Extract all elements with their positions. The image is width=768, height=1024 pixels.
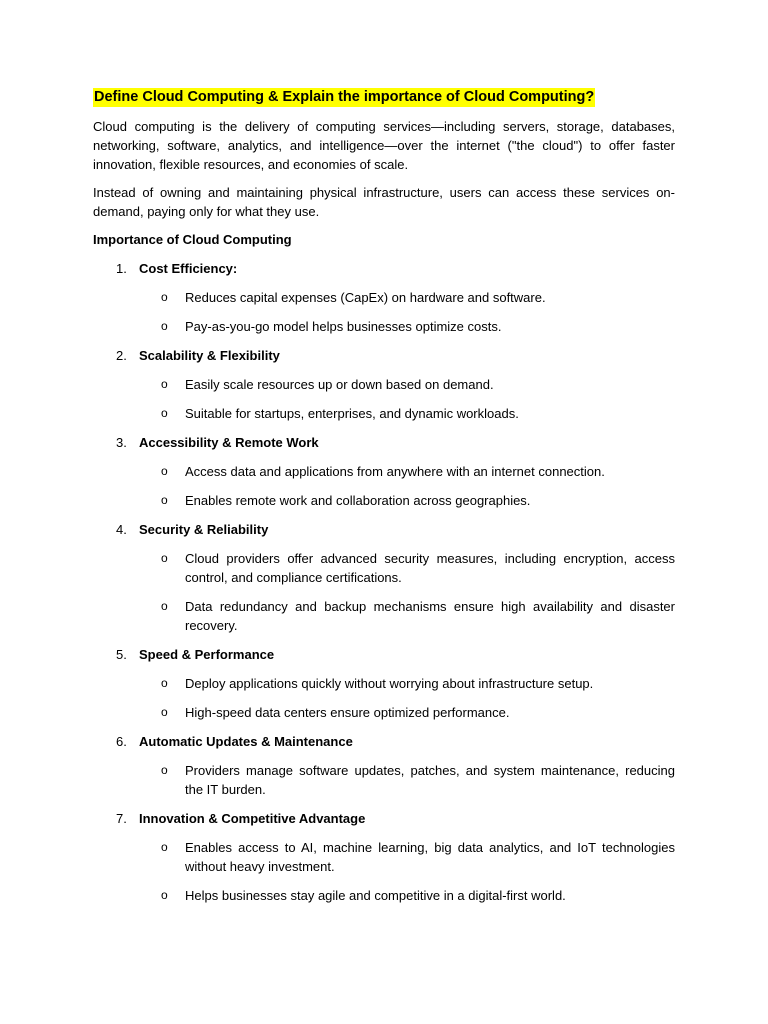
circle-bullet-icon: o xyxy=(161,676,168,690)
sub-list-item xyxy=(93,491,675,510)
list-item-heading xyxy=(93,520,675,539)
circle-bullet-icon: o xyxy=(161,705,168,719)
sub-list xyxy=(93,288,675,336)
sub-list-text: Easily scale resources up or down based on demand. xyxy=(185,377,494,392)
list-item-number: 6. xyxy=(116,734,127,749)
document-title: Define Cloud Computing & Explain the importance of Cloud Computing? xyxy=(94,89,595,105)
sub-list-item xyxy=(93,404,675,423)
circle-bullet-icon: o xyxy=(161,464,168,478)
list-item-title: Innovation & Competitive Advantage xyxy=(139,811,366,826)
sub-list xyxy=(93,761,675,799)
list-item-number: 2. xyxy=(116,348,127,363)
list-item-heading xyxy=(93,346,675,365)
list-item-heading xyxy=(93,809,675,828)
sub-list-item xyxy=(93,597,675,635)
sub-list-item xyxy=(93,838,675,876)
document-body xyxy=(93,88,675,915)
sub-list-text: Reduces capital expenses (CapEx) on hardware and software. xyxy=(185,290,546,305)
section-heading: Importance of Cloud Computing xyxy=(93,232,292,247)
circle-bullet-icon: o xyxy=(161,840,168,854)
list-item-title: Accessibility & Remote Work xyxy=(139,435,319,450)
intro-paragraph: Cloud computing is the delivery of computing services—including servers, storage, databases, networking, software, analytics, and intelligence—over the internet ("the cloud") to offer faster innovation, flexible resources, and economies of scale. xyxy=(93,119,675,172)
list-item xyxy=(93,809,675,905)
sub-list xyxy=(93,375,675,423)
sub-list-text: Suitable for startups, enterprises, and dynamic workloads. xyxy=(185,406,519,421)
sub-list-item xyxy=(93,288,675,307)
list-item-number: 1. xyxy=(116,261,127,276)
list-item-heading xyxy=(93,259,675,278)
list-item-heading xyxy=(93,732,675,751)
sub-list-item xyxy=(93,317,675,336)
importance-list xyxy=(93,259,675,905)
sub-list-text: High-speed data centers ensure optimized performance. xyxy=(185,705,510,720)
circle-bullet-icon: o xyxy=(161,290,168,304)
list-item-number: 4. xyxy=(116,522,127,537)
sub-list-item xyxy=(93,761,675,799)
list-item-title: Cost Efficiency: xyxy=(139,261,238,276)
list-item-number: 3. xyxy=(116,435,127,450)
sub-list xyxy=(93,674,675,722)
list-item xyxy=(93,433,675,510)
circle-bullet-icon: o xyxy=(161,377,168,391)
circle-bullet-icon: o xyxy=(161,319,168,333)
list-item-title: Security & Reliability xyxy=(139,522,269,537)
sub-list-text: Enables access to AI, machine learning, big data analytics, and IoT technologies without heavy investment. xyxy=(185,840,675,874)
sub-list-text: Data redundancy and backup mechanisms ensure high availability and disaster recovery. xyxy=(185,599,675,633)
circle-bullet-icon: o xyxy=(161,406,168,420)
sub-list-item xyxy=(93,462,675,481)
sub-list xyxy=(93,549,675,635)
list-item-number: 7. xyxy=(116,811,127,826)
sub-list xyxy=(93,838,675,905)
list-item xyxy=(93,732,675,799)
list-item-heading xyxy=(93,433,675,452)
circle-bullet-icon: o xyxy=(161,888,168,902)
sub-list-text: Providers manage software updates, patches, and system maintenance, reducing the IT burden. xyxy=(185,763,675,797)
circle-bullet-icon: o xyxy=(161,493,168,507)
sub-list-item xyxy=(93,674,675,693)
list-item-title: Scalability & Flexibility xyxy=(139,348,280,363)
circle-bullet-icon: o xyxy=(161,763,168,777)
list-item xyxy=(93,520,675,635)
sub-list xyxy=(93,462,675,510)
circle-bullet-icon: o xyxy=(161,599,168,613)
sub-list-item xyxy=(93,375,675,394)
sub-list-text: Access data and applications from anywhere with an internet connection. xyxy=(185,464,605,479)
list-item-number: 5. xyxy=(116,647,127,662)
list-item xyxy=(93,259,675,336)
list-item xyxy=(93,645,675,722)
list-item-title: Speed & Performance xyxy=(139,647,275,662)
list-item-title: Automatic Updates & Maintenance xyxy=(139,734,353,749)
sub-list-item xyxy=(93,703,675,722)
sub-list-text: Enables remote work and collaboration across geographies. xyxy=(185,493,531,508)
list-item xyxy=(93,346,675,423)
sub-list-item xyxy=(93,549,675,587)
list-item-heading xyxy=(93,645,675,664)
intro-paragraph: Instead of owning and maintaining physical infrastructure, users can access these services on-demand, paying only for what they use. xyxy=(93,185,675,219)
sub-list-text: Deploy applications quickly without worrying about infrastructure setup. xyxy=(185,676,594,691)
sub-list-text: Helps businesses stay agile and competitive in a digital-first world. xyxy=(185,888,566,903)
circle-bullet-icon: o xyxy=(161,551,168,565)
sub-list-item xyxy=(93,886,675,905)
sub-list-text: Pay-as-you-go model helps businesses optimize costs. xyxy=(185,319,502,334)
sub-list-text: Cloud providers offer advanced security measures, including encryption, access control, and compliance certifications. xyxy=(185,551,675,585)
